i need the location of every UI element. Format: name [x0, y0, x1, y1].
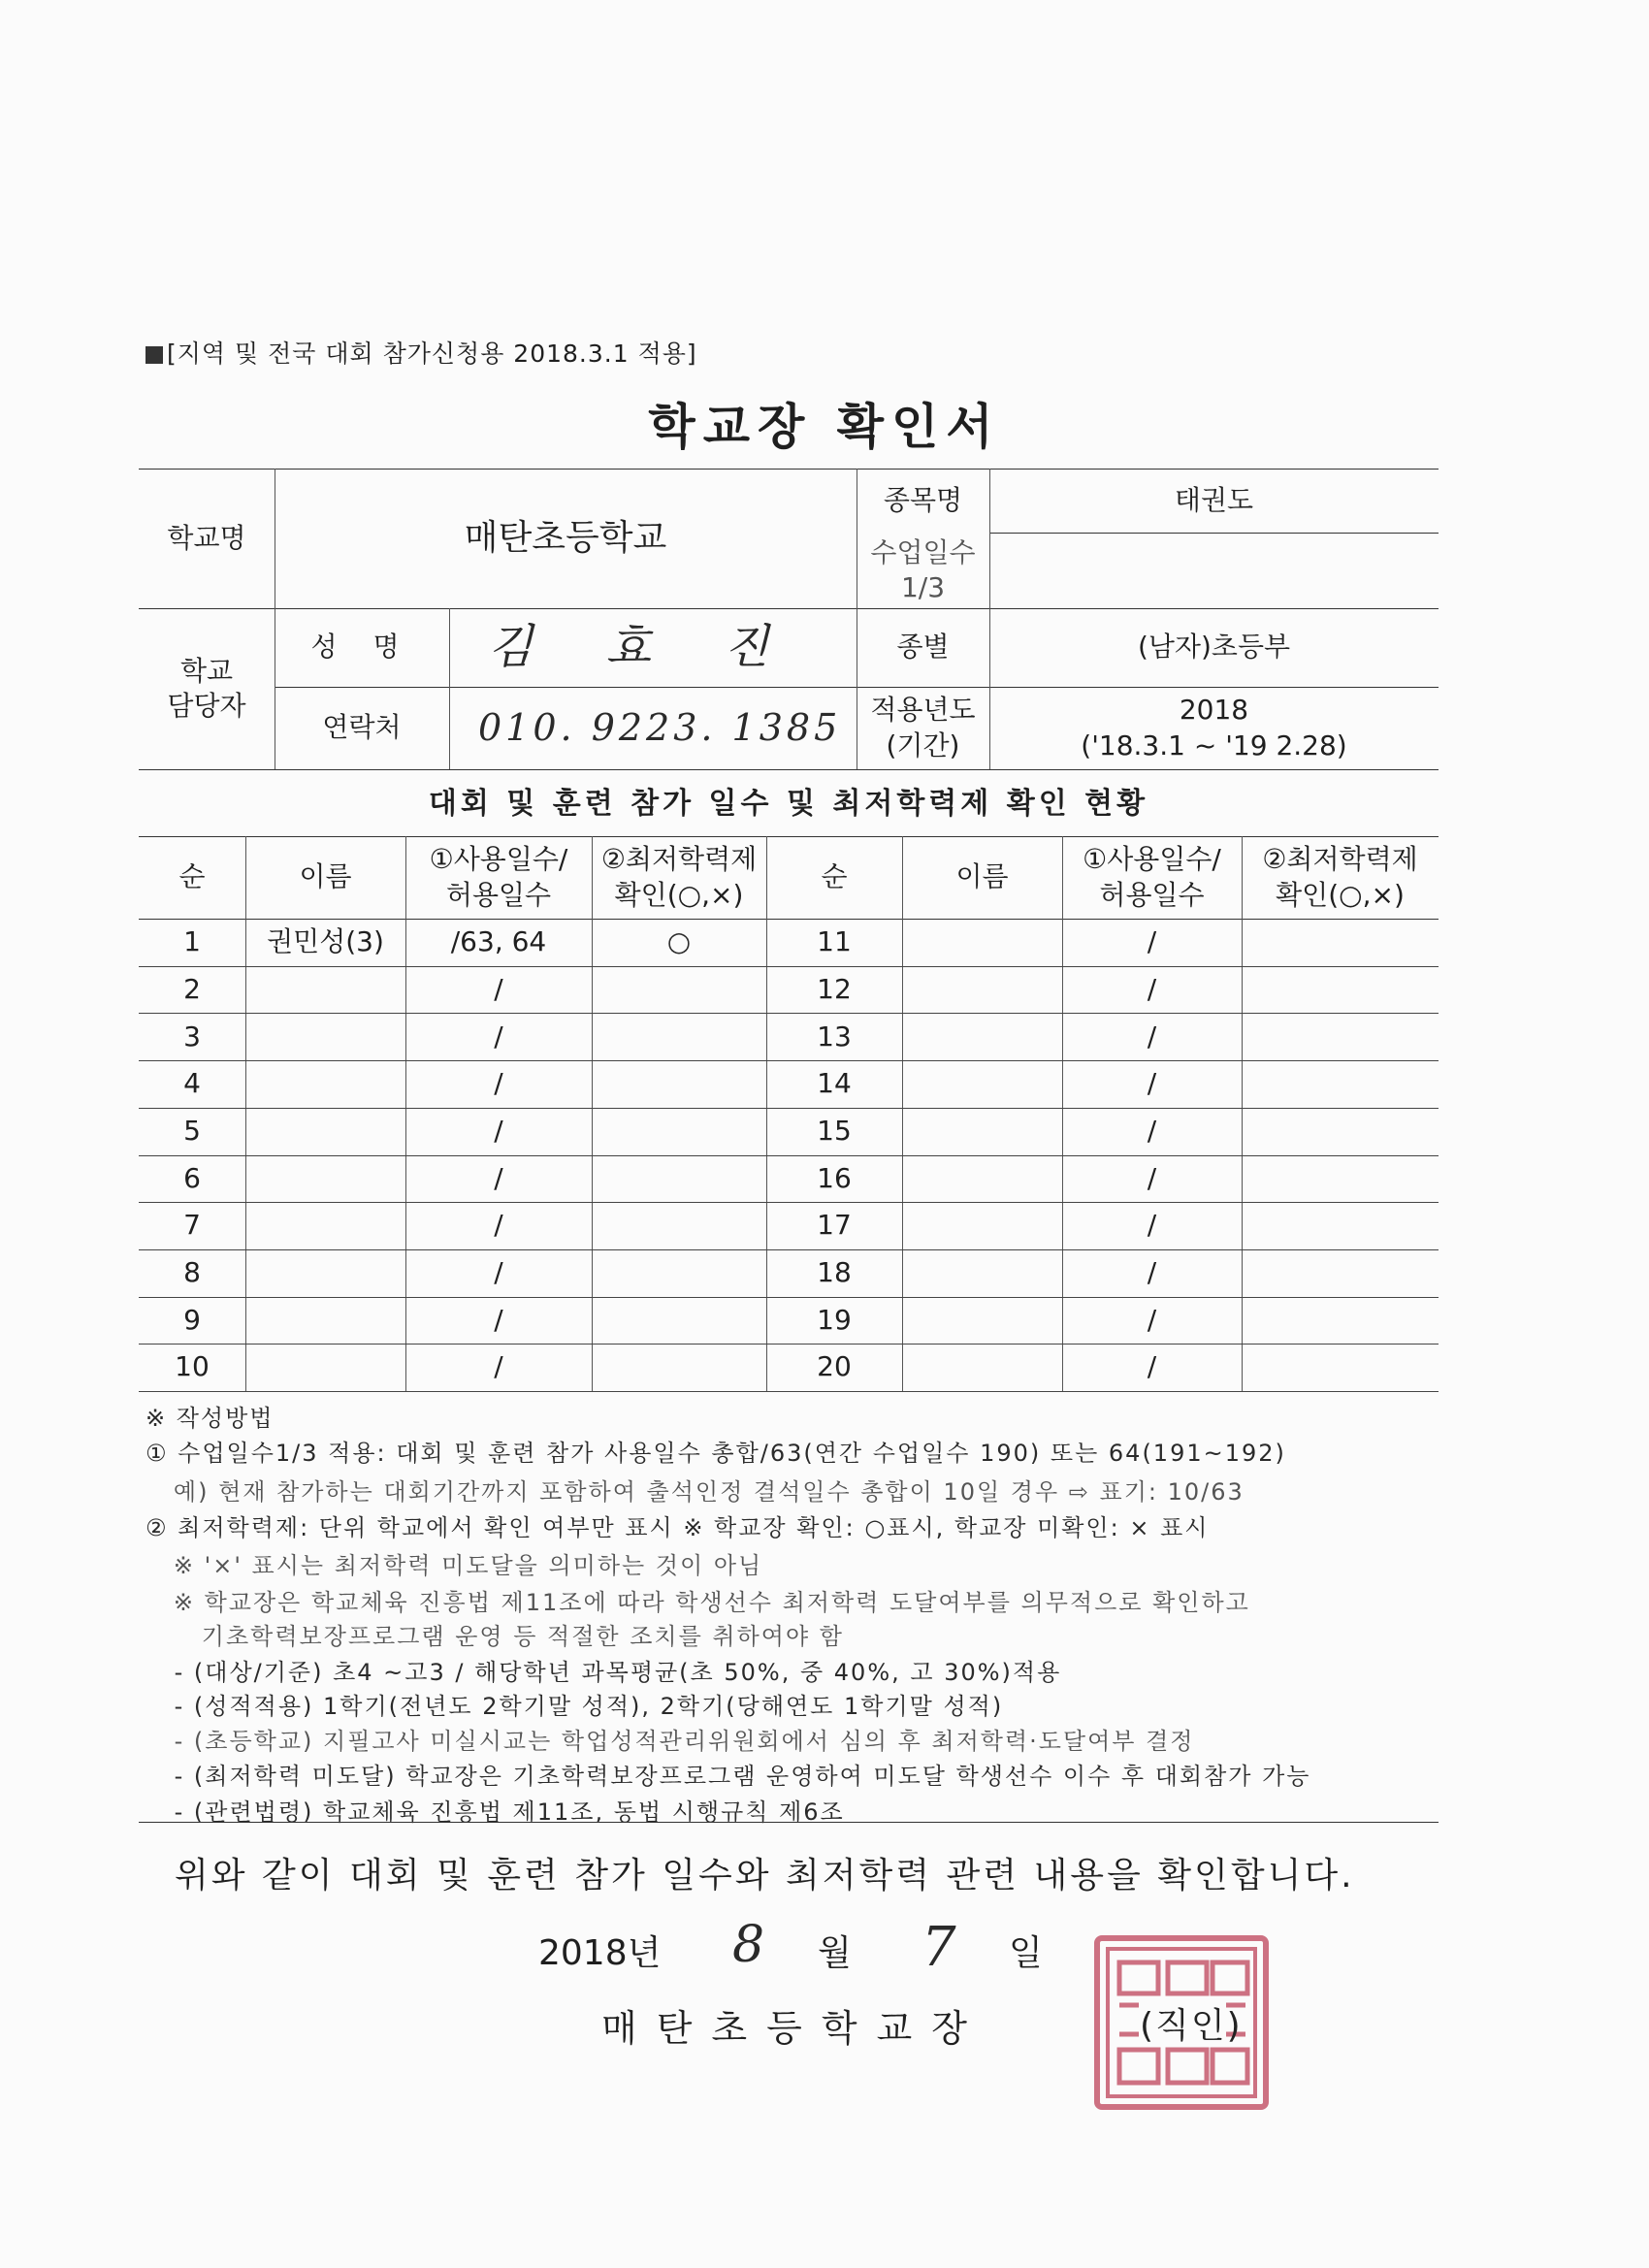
row-number: 19	[817, 1303, 852, 1336]
row-check: ○	[666, 925, 692, 958]
date-month-value: 8	[732, 1916, 765, 1974]
date-month-label: 월	[818, 1933, 852, 1973]
header-name-right: 이름	[955, 860, 1009, 893]
date-day-label: 일	[1009, 1933, 1043, 1973]
confirmation-statement: 위와 같이 대회 및 훈련 참가 일수와 최저학력 관련 내용을 확인합니다.	[175, 1856, 1355, 1895]
instructions-heading: ※ 작성방법	[146, 1405, 275, 1432]
row-name	[902, 966, 1062, 1014]
row-days: /	[494, 972, 503, 1005]
row-number: 20	[817, 1350, 852, 1383]
row-days: /	[1147, 1161, 1157, 1194]
header-check-right: ②최저학력제 확인(○,×)	[1262, 843, 1418, 911]
principal-title: 매탄초등학교장	[601, 2007, 986, 2050]
row-check	[592, 1344, 766, 1391]
row-days: /	[494, 1067, 503, 1100]
year-value: 2018 ('18.3.1 ~ '19 2.28)	[1081, 694, 1347, 761]
row-days: /	[1147, 1067, 1157, 1100]
row-name	[245, 1155, 405, 1203]
row-number: 5	[183, 1114, 201, 1147]
row-check	[592, 1108, 766, 1155]
row-name	[245, 1108, 405, 1155]
row-name	[245, 1013, 405, 1060]
row-check	[1242, 966, 1439, 1014]
instruction-line: - (최저학력 미도달) 학교장은 기초학력보장프로그램 운영하여 미도달 학생선수 이수 후 대회참가 가능	[165, 1763, 1311, 1790]
row-number: 2	[183, 972, 201, 1005]
instruction-line: ① 수업일수1/3 적용: 대회 및 훈련 참가 사용일수 총합/63(연간 수업일수 190) 또는 64(191~192)	[146, 1440, 1286, 1467]
row-number: 15	[817, 1114, 852, 1147]
row-name	[902, 1013, 1062, 1060]
row-number: 9	[183, 1303, 201, 1336]
year-label: 적용년도 (기간)	[870, 694, 976, 761]
row-days: /	[1147, 1209, 1157, 1242]
row-name	[902, 1202, 1062, 1249]
name-label: 성 명	[310, 631, 413, 664]
event-value: 태권도	[1174, 483, 1254, 516]
instruction-line: ② 최저학력제: 단위 학교에서 확인 여부만 표시 ※ 학교장 확인: ○표시, 학교장 미확인: × 표시	[146, 1514, 1210, 1541]
row-number: 4	[183, 1067, 201, 1100]
row-check	[1242, 1060, 1439, 1108]
row-days: /	[1147, 1256, 1157, 1289]
seal-label: (직인)	[1140, 2006, 1243, 2046]
instruction-line: ※ '×' 표시는 최저학력 미도달을 의미하는 것이 아님	[146, 1552, 763, 1579]
row-name	[245, 1344, 405, 1391]
row-days: /	[494, 1256, 503, 1289]
school-name-label: 학교명	[167, 521, 246, 554]
header-num-left: 순	[178, 860, 206, 893]
row-days: /	[1147, 1303, 1157, 1336]
row-check	[1242, 1202, 1439, 1249]
row-number: 7	[183, 1209, 201, 1242]
row-check	[592, 1013, 766, 1060]
row-days: /	[494, 1303, 503, 1336]
row-days: /	[494, 1114, 503, 1147]
row-name	[245, 1297, 405, 1345]
row-number: 11	[817, 925, 852, 958]
row-days: /	[494, 1020, 503, 1053]
instruction-line: - (초등학교) 지필고사 미실시교는 학업성적관리위원회에서 심의 후 최저학력·도달여부 결정	[165, 1728, 1195, 1755]
row-check	[1242, 1297, 1439, 1345]
row-check	[592, 966, 766, 1014]
row-number: 14	[817, 1067, 852, 1100]
row-days: /63, 64	[450, 925, 547, 958]
row-check	[1242, 1344, 1439, 1391]
instruction-line: - (관련법령) 학교체육 진흥법 제11조, 동법 시행규칙 제6조	[165, 1798, 845, 1826]
row-name	[245, 1249, 405, 1297]
instruction-line: 예) 현재 참가하는 대회기간까지 포함하여 출석인정 결석일수 총합이 10일 경우 ⇨ 표기: 10/63	[146, 1478, 1245, 1506]
row-days: /	[1147, 1350, 1157, 1383]
row-number: 13	[817, 1020, 852, 1053]
row-number: 8	[183, 1256, 201, 1289]
row-days: /	[1147, 1020, 1157, 1053]
row-number: 6	[183, 1161, 201, 1194]
row-check	[1242, 1249, 1439, 1297]
row-number: 1	[183, 925, 201, 958]
row-check	[592, 1202, 766, 1249]
row-check	[592, 1155, 766, 1203]
row-name	[902, 1155, 1062, 1203]
row-check	[592, 1297, 766, 1345]
row-name	[902, 1249, 1062, 1297]
header-days-left: ①사용일수/ 허용일수	[429, 843, 568, 911]
row-name	[902, 919, 1062, 966]
instruction-line: 기초학력보장프로그램 운영 등 적절한 조치를 취하여야 함	[146, 1623, 844, 1650]
header-name-left: 이름	[299, 860, 352, 893]
row-check	[592, 1249, 766, 1297]
row-check	[1242, 1155, 1439, 1203]
date-year: 2018년	[538, 1933, 662, 1973]
form-version-tag: [지역 및 전국 대회 참가신청용 2018.3.1 적용]	[146, 335, 697, 370]
row-number: 16	[817, 1161, 852, 1194]
row-check	[1242, 1108, 1439, 1155]
table-row	[139, 1391, 1439, 1392]
row-days: /	[1147, 1114, 1157, 1147]
event-label: 종목명	[883, 483, 963, 516]
row-check	[1242, 919, 1439, 966]
instruction-line: - (성적적용) 1학기(전년도 2학기말 성적), 2학기(당해연도 1학기말 성적)	[165, 1693, 1004, 1720]
row-name: 권민성(3)	[267, 925, 384, 958]
date-day-value: 7	[922, 1916, 956, 1979]
school-name-value: 매탄초등학교	[464, 517, 667, 558]
instruction-line: ※ 학교장은 학교체육 진흥법 제11조에 따라 학생선수 최저학력 도달여부를 의무적으로 확인하고	[146, 1589, 1250, 1616]
row-name	[245, 1060, 405, 1108]
row-check	[1242, 1013, 1439, 1060]
section-title: 대회 및 훈련 참가 일수 및 최저학력제 확인 현황	[428, 786, 1149, 821]
contact-value: 010. 9223. 1385	[478, 705, 842, 749]
row-number: 10	[175, 1350, 210, 1383]
header-num-right: 순	[821, 860, 848, 893]
row-name	[245, 1202, 405, 1249]
row-check	[592, 1060, 766, 1108]
row-name	[902, 1060, 1062, 1108]
row-number: 12	[817, 972, 852, 1005]
manager-name-value: 김 효 진	[488, 620, 798, 675]
row-number: 17	[817, 1209, 852, 1242]
row-days: /	[494, 1350, 503, 1383]
row-name	[245, 966, 405, 1014]
header-days-right: ①사용일수/ 허용일수	[1083, 843, 1221, 911]
category-label: 종별	[896, 631, 950, 664]
row-days: /	[494, 1209, 503, 1242]
row-days: /	[1147, 972, 1157, 1005]
row-name	[902, 1344, 1062, 1391]
row-name	[902, 1297, 1062, 1345]
square-bullet-icon	[146, 346, 163, 364]
category-value: (남자)초등부	[1137, 631, 1291, 664]
class-days-label: 수업일수 1/3	[870, 535, 976, 603]
contact-label: 연락처	[322, 711, 402, 744]
row-name	[902, 1108, 1062, 1155]
header-check-left: ②최저학력제 확인(○,×)	[600, 843, 758, 911]
document-title: 학교장 확인서	[648, 399, 1001, 455]
row-days: /	[494, 1161, 503, 1194]
row-number: 3	[183, 1020, 201, 1053]
row-days: /	[1147, 925, 1157, 958]
manager-label: 학교 담당자	[167, 654, 246, 722]
instruction-line: - (대상/기준) 초4 ~고3 / 해당학년 과목평균(초 50%, 중 40%, 고 30%)적용	[165, 1659, 1062, 1686]
row-number: 18	[817, 1256, 852, 1289]
